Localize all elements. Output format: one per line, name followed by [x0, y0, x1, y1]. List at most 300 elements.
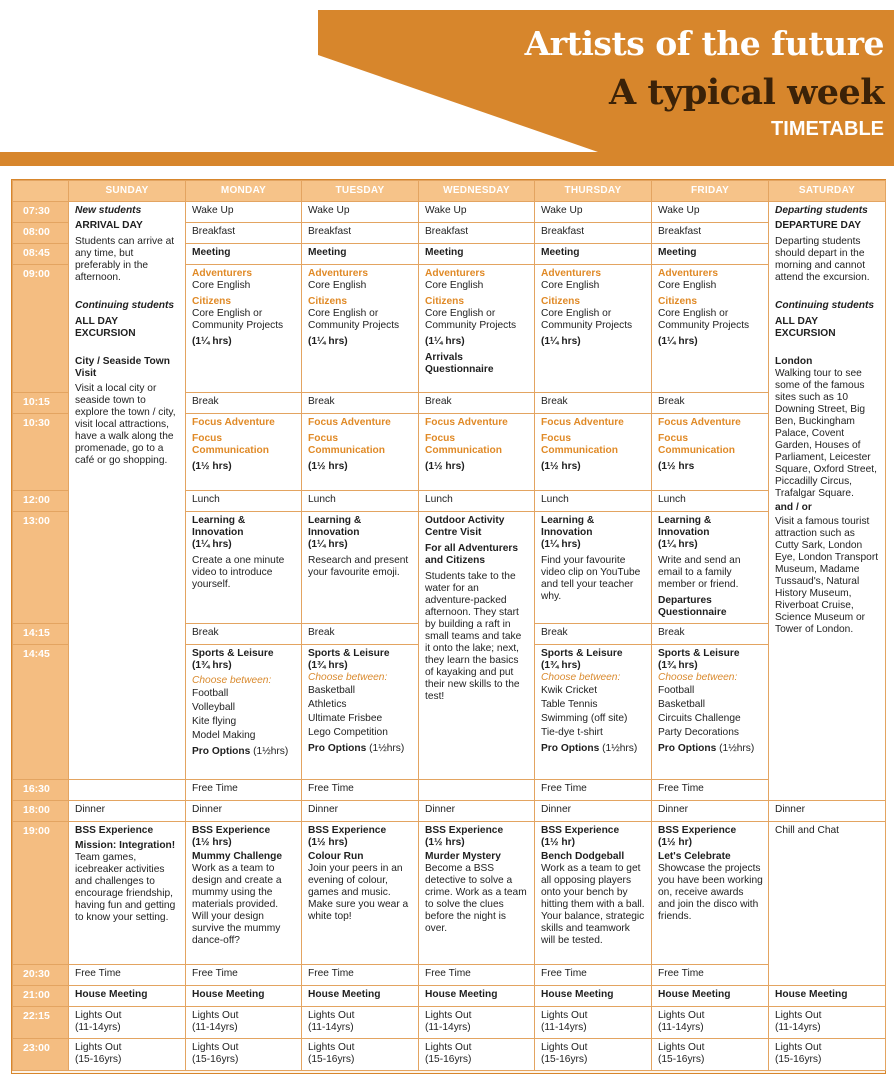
evening-text: Join your peers in an evening of colour, games and music. Make sure you wear a white top! — [308, 863, 409, 922]
list-item: Volleyball — [192, 702, 236, 713]
cell-chill — [769, 822, 886, 986]
duration: (1¼ hrs) — [308, 336, 348, 347]
corner-cell — [13, 181, 69, 202]
cell: Free Time — [69, 965, 186, 986]
time-label: 19:00 — [13, 822, 69, 965]
time-label: 23:00 — [13, 1039, 69, 1071]
age-range: (15-16yrs) — [425, 1054, 472, 1065]
evening-text: Work as a team to design and create a mummy using the materials provided. Will your design survive the mummy dance-off? — [192, 863, 282, 946]
evening-title: Colour Run — [308, 851, 364, 862]
cell — [419, 780, 535, 801]
cell: Free Time — [419, 965, 535, 986]
lesson-label: Core English or Community Projects — [308, 308, 400, 331]
lesson-label: Core English or Community Projects — [658, 308, 750, 331]
cell-morning-lesson — [186, 265, 302, 393]
cell: Break — [535, 624, 652, 645]
sports-title: Sports & Leisure — [658, 648, 740, 659]
departure-day-label: DEPARTURE DAY — [775, 220, 862, 231]
list-item: Basketball — [658, 699, 706, 710]
row-2215 — [13, 1007, 886, 1039]
cell: Free Time — [302, 965, 419, 986]
time-label: 16:30 — [13, 780, 69, 801]
list-item: Football — [192, 688, 229, 699]
duration: (1¼ hrs) — [425, 336, 465, 347]
time-label: 08:00 — [13, 223, 69, 244]
time-label: 10:30 — [13, 414, 69, 491]
pro-options-label: Pro Options — [308, 743, 367, 754]
day-header-row — [13, 181, 886, 202]
pro-options — [541, 743, 646, 755]
day-header: MONDAY — [186, 181, 302, 202]
duration: (1½ hr) — [541, 837, 575, 848]
list-item: Tie-dye t-shirt — [541, 727, 603, 738]
cell: Dinner — [419, 801, 535, 822]
cell: Free Time — [652, 965, 769, 986]
cell — [419, 1039, 535, 1071]
cell — [69, 1007, 186, 1039]
duration: (1½ hrs) — [308, 461, 348, 472]
time-label: 22:15 — [13, 1007, 69, 1039]
lights-out: Lights Out — [192, 1042, 239, 1053]
cell: Free Time — [302, 780, 419, 801]
time-label: 14:15 — [13, 624, 69, 645]
row-1800 — [13, 801, 886, 822]
row-0730 — [13, 202, 886, 223]
cell — [302, 1007, 419, 1039]
duration: (1¾ hrs) — [192, 660, 232, 671]
day-header: TUESDAY — [302, 181, 419, 202]
cell — [535, 244, 652, 265]
cell: Wake Up — [186, 202, 302, 223]
cell-outdoor-visit — [419, 512, 535, 780]
duration: (1½ hrs) — [192, 837, 232, 848]
lesson-label: Core English or Community Projects — [541, 308, 633, 331]
continuing-students-label: Continuing students — [775, 300, 875, 311]
outdoor-title: Outdoor Activity Centre Visit — [425, 515, 505, 538]
lesson-label: Core English or Community Projects — [425, 308, 517, 331]
london-title: London — [775, 356, 813, 367]
duration: (1¼ hrs) — [541, 539, 581, 550]
cell — [535, 1039, 652, 1071]
cell — [652, 244, 769, 265]
cell-sports — [535, 645, 652, 780]
cell-morning-lesson — [419, 265, 535, 393]
row-2030 — [13, 965, 886, 986]
list-item: Athletics — [308, 699, 347, 710]
cell — [186, 244, 302, 265]
evening-text: Work as a team to get all opposing players onto your bench by hitting them with a ball. Your balance, strategic skills and teamwork will be tested. — [541, 863, 645, 946]
lights-out: Lights Out — [308, 1042, 355, 1053]
cell-evening — [652, 822, 769, 965]
age-range: (11-14yrs) — [775, 1022, 821, 1033]
cell-evening — [419, 822, 535, 965]
cell — [769, 1007, 886, 1039]
duration: (1½ hrs) — [425, 461, 465, 472]
cell: Breakfast — [652, 223, 769, 244]
group-label: Adventurers — [192, 268, 253, 279]
row-2100 — [13, 986, 886, 1007]
choose-label: Choose between: — [192, 675, 272, 686]
cell: Free Time — [652, 780, 769, 801]
day-header: SUNDAY — [69, 181, 186, 202]
sports-title: Sports & Leisure — [308, 648, 390, 659]
day-header: SATURDAY — [769, 181, 886, 202]
cell: Wake Up — [535, 202, 652, 223]
cell: Breakfast — [302, 223, 419, 244]
choose-label: Choose between: — [658, 672, 738, 683]
bss-title: BSS Experience — [192, 825, 271, 836]
cell: Dinner — [652, 801, 769, 822]
lights-out: Lights Out — [192, 1010, 239, 1021]
focus-communication: Focus Communication — [192, 433, 269, 456]
group-label: Citizens — [192, 296, 232, 307]
departures-questionnaire: Departures Questionnaire — [658, 595, 727, 618]
lights-out: Lights Out — [658, 1042, 705, 1053]
time-label: 20:30 — [13, 965, 69, 986]
page-subtitle: A typical week — [609, 72, 884, 113]
sports-title: Sports & Leisure — [192, 648, 274, 659]
house-meeting: House Meeting — [541, 989, 614, 1000]
timetable-grid — [12, 180, 886, 1071]
age-range: (11-14yrs) — [75, 1022, 121, 1033]
outdoor-audience: For all Adventurers and Citizens — [425, 543, 519, 566]
arrival-text: Students can arrive at any time, but preferably in the afternoon. — [75, 236, 175, 283]
cell-evening — [302, 822, 419, 965]
list-item: Kite flying — [192, 716, 237, 727]
evening-text: Team games, icebreaker activities and challenges to encourage friendship, having fun and getting to know your setting. — [75, 852, 176, 923]
learning-title: Learning & Innovation — [658, 515, 712, 538]
cell: Free Time — [535, 780, 652, 801]
time-label: 13:00 — [13, 512, 69, 624]
list-item: Model Making — [192, 730, 256, 741]
duration: (1¾ hrs) — [541, 660, 581, 671]
timetable — [11, 179, 886, 1074]
list-item: Swimming (off site) — [541, 713, 628, 724]
cell: Wake Up — [652, 202, 769, 223]
lights-out: Lights Out — [425, 1010, 472, 1021]
attraction-text: Visit a famous tourist attraction such as Cutty Sark, London Eye, London Transport Museum, Madame Tussaud's, Natural History Museum, Riverboat Cruise, Science Museum or Tower of London. — [775, 516, 879, 635]
learning-text: Create a one minute video to introduce yourself. — [192, 555, 285, 590]
lights-out: Lights Out — [541, 1042, 588, 1053]
bss-title: BSS Experience — [541, 825, 620, 836]
age-range: (15-16yrs) — [75, 1054, 122, 1065]
house-meeting: House Meeting — [425, 989, 498, 1000]
sports-list — [541, 684, 646, 740]
group-label: Citizens — [541, 296, 581, 307]
duration: (1½ hrs) — [541, 461, 581, 472]
cell — [769, 986, 886, 1007]
cell — [69, 986, 186, 1007]
arrival-day-label: ARRIVAL DAY — [75, 220, 143, 231]
cell — [419, 1007, 535, 1039]
lights-out: Lights Out — [775, 1042, 822, 1053]
time-label: 14:45 — [13, 645, 69, 780]
and-or-label: and / or — [775, 502, 812, 513]
cell — [69, 1039, 186, 1071]
pro-duration: (1½hrs) — [602, 743, 638, 754]
cell-focus — [652, 414, 769, 491]
row-1900 — [13, 822, 886, 965]
sports-title: Sports & Leisure — [541, 648, 623, 659]
duration: (1¼ hrs) — [192, 539, 232, 550]
group-label: Citizens — [308, 296, 348, 307]
house-meeting: House Meeting — [75, 989, 148, 1000]
pro-options-label: Pro Options — [192, 746, 251, 757]
cell — [535, 986, 652, 1007]
cell-sports — [302, 645, 419, 780]
focus-communication: Focus Communication — [541, 433, 618, 456]
time-label: 09:00 — [13, 265, 69, 393]
pro-duration: (1½hrs) — [253, 746, 289, 757]
pro-options — [308, 743, 413, 755]
cell-learning — [652, 512, 769, 624]
cell-morning-lesson — [302, 265, 419, 393]
bss-title: BSS Experience — [75, 825, 154, 836]
cell: Free Time — [535, 965, 652, 986]
sports-list — [192, 687, 296, 743]
duration: (1½ hrs) — [308, 837, 348, 848]
cell: Break — [652, 624, 769, 645]
cell: Lunch — [419, 491, 535, 512]
day-header: FRIDAY — [652, 181, 769, 202]
lights-out: Lights Out — [308, 1010, 355, 1021]
lights-out: Lights Out — [658, 1010, 705, 1021]
group-label: Adventurers — [541, 268, 602, 279]
cell: Dinner — [302, 801, 419, 822]
cell — [652, 1007, 769, 1039]
list-item: Party Decorations — [658, 727, 739, 738]
cell-morning-lesson — [535, 265, 652, 393]
cell-evening — [69, 822, 186, 965]
cell: Break — [186, 624, 302, 645]
evening-title: Bench Dodgeball — [541, 851, 625, 862]
age-range: (15-16yrs) — [775, 1054, 822, 1065]
outdoor-text: Students take to the water for an adventure-packed afternoon. They start by building a raft in small teams and take it onto the lake; next, they learn the basics of kayaking and put their new skills to the test! — [425, 571, 522, 702]
focus-adventure: Focus Adventure — [308, 417, 391, 428]
duration: (1¾ hrs) — [658, 660, 698, 671]
list-item: Football — [658, 685, 695, 696]
visit-text: Visit a local city or seaside town to explore the town / city, visit local attractions, have a walk along the promenade, go to a café or go shopping. — [75, 383, 176, 466]
duration: (1½ hr) — [658, 837, 692, 848]
evening-title: Mummy Challenge — [192, 851, 283, 862]
cell: Wake Up — [419, 202, 535, 223]
sunday-day-cell — [69, 202, 186, 780]
focus-communication: Focus Communication — [658, 433, 735, 456]
day-header: WEDNESDAY — [419, 181, 535, 202]
age-range: (15-16yrs) — [658, 1054, 705, 1065]
time-label: 08:45 — [13, 244, 69, 265]
pro-options-label: Pro Options — [658, 743, 717, 754]
focus-communication: Focus Communication — [308, 433, 385, 456]
evening-title: Let's Celebrate — [658, 851, 731, 862]
list-item: Kwik Cricket — [541, 685, 598, 696]
focus-communication: Focus Communication — [425, 433, 502, 456]
sports-list — [658, 684, 763, 740]
cell: Lunch — [652, 491, 769, 512]
group-label: Adventurers — [308, 268, 369, 279]
cell-learning — [186, 512, 302, 624]
age-range: (11-14yrs) — [658, 1022, 704, 1033]
cell-sports — [186, 645, 302, 780]
learning-title: Learning & Innovation — [192, 515, 246, 538]
group-label: Adventurers — [658, 268, 719, 279]
list-item: Table Tennis — [541, 699, 598, 710]
time-label: 18:00 — [13, 801, 69, 822]
learning-text: Write and send an email to a family member or friend. — [658, 555, 741, 590]
list-item: Ultimate Frisbee — [308, 713, 383, 724]
cell: Dinner — [535, 801, 652, 822]
house-meeting: House Meeting — [658, 989, 731, 1000]
excursion-label: ALL DAY EXCURSION — [75, 316, 136, 339]
group-label: Citizens — [658, 296, 698, 307]
focus-adventure: Focus Adventure — [658, 417, 741, 428]
london-text: Walking tour to see some of the famous sites such as 10 Downing Street, Big Ben, Buckingham Palace, Covent Garden, Houses of Parliament, Leicester Square, Oxford Street, Piccadilly Circus, Trafalgar Square. — [775, 368, 877, 499]
learning-title: Learning & Innovation — [308, 515, 362, 538]
cell: Break — [302, 624, 419, 645]
new-students-label: New students — [75, 205, 142, 216]
pro-duration: (1½hrs) — [369, 743, 405, 754]
duration: (1¼ hrs) — [192, 336, 232, 347]
sunday-empty-cell — [69, 780, 186, 801]
meeting-label: Meeting — [541, 247, 580, 258]
cell — [535, 1007, 652, 1039]
house-meeting: House Meeting — [308, 989, 381, 1000]
list-item: Lego Competition — [308, 727, 388, 738]
lesson-label: Core English — [192, 280, 251, 291]
arrivals-questionnaire: Arrivals Questionnaire — [425, 352, 494, 375]
lights-out: Lights Out — [75, 1010, 122, 1021]
learning-text: Research and present your favourite emoji. — [308, 555, 409, 578]
lights-out: Lights Out — [425, 1042, 472, 1053]
chill-and-chat: Chill and Chat — [775, 825, 839, 836]
row-2300 — [13, 1039, 886, 1071]
duration: (1¾ hrs) — [308, 660, 348, 671]
time-label: 12:00 — [13, 491, 69, 512]
departing-students-label: Departing students — [775, 205, 868, 216]
cell — [186, 1039, 302, 1071]
lesson-label: Core English — [308, 280, 367, 291]
cell-focus — [419, 414, 535, 491]
evening-text: Become a BSS detective to solve a crime. Work as a team to solve the clues before the night is over. — [425, 863, 527, 934]
time-label: 10:15 — [13, 393, 69, 414]
cell: Break — [535, 393, 652, 414]
lesson-label: Core English or Community Projects — [192, 308, 284, 331]
cell — [186, 986, 302, 1007]
house-meeting: House Meeting — [192, 989, 265, 1000]
focus-adventure: Focus Adventure — [425, 417, 508, 428]
cell: Break — [652, 393, 769, 414]
house-meeting: House Meeting — [775, 989, 848, 1000]
evening-text: Showcase the projects you have been working on, receive awards and join the disco with friends. — [658, 863, 763, 922]
age-range: (11-14yrs) — [192, 1022, 238, 1033]
choose-label: Choose between: — [308, 672, 388, 683]
pro-options-label: Pro Options — [541, 743, 600, 754]
page-title: Artists of the future — [524, 24, 884, 63]
age-range: (15-16yrs) — [192, 1054, 239, 1065]
excursion-label: ALL DAY EXCURSION — [775, 316, 836, 339]
lights-out: Lights Out — [75, 1042, 122, 1053]
cell — [419, 986, 535, 1007]
lesson-label: Core English — [658, 280, 717, 291]
cell: Lunch — [535, 491, 652, 512]
pro-options — [192, 746, 296, 758]
cell-learning — [535, 512, 652, 624]
cell-learning — [302, 512, 419, 624]
cell: Break — [186, 393, 302, 414]
cell — [769, 1039, 886, 1071]
cell: Lunch — [302, 491, 419, 512]
learning-text: Find your favourite video clip on YouTube and tell your teacher why. — [541, 555, 641, 602]
duration: (1¼ hrs) — [658, 336, 698, 347]
learning-title: Learning & Innovation — [541, 515, 595, 538]
duration: (1¼ hrs) — [658, 539, 698, 550]
bss-title: BSS Experience — [425, 825, 504, 836]
cell: Breakfast — [419, 223, 535, 244]
group-label: Adventurers — [425, 268, 486, 279]
list-item: Basketball — [308, 685, 356, 696]
cell-morning-lesson — [652, 265, 769, 393]
cell: Wake Up — [302, 202, 419, 223]
duration: (1½ hrs — [658, 461, 695, 472]
lesson-label: Core English — [425, 280, 484, 291]
meeting-label: Meeting — [658, 247, 697, 258]
meeting-label: Meeting — [425, 247, 464, 258]
sports-list — [308, 684, 413, 740]
age-range: (11-14yrs) — [308, 1022, 354, 1033]
cell — [302, 1039, 419, 1071]
list-item: Circuits Challenge — [658, 713, 741, 724]
cell: Dinner — [186, 801, 302, 822]
meeting-label: Meeting — [308, 247, 347, 258]
cell: Lunch — [186, 491, 302, 512]
duration: (1¼ hrs) — [541, 336, 581, 347]
focus-adventure: Focus Adventure — [541, 417, 624, 428]
cell: Free Time — [186, 780, 302, 801]
bss-title: BSS Experience — [308, 825, 387, 836]
time-label: 07:30 — [13, 202, 69, 223]
pro-duration: (1½hrs) — [719, 743, 755, 754]
cell: Free Time — [186, 965, 302, 986]
cell — [652, 986, 769, 1007]
lesson-label: Core English — [541, 280, 600, 291]
cell-sports — [652, 645, 769, 780]
duration: (1½ hrs) — [425, 837, 465, 848]
cell: Break — [419, 393, 535, 414]
age-range: (11-14yrs) — [541, 1022, 587, 1033]
saturday-day-cell — [769, 202, 886, 801]
day-header: THURSDAY — [535, 181, 652, 202]
cell-evening — [186, 822, 302, 965]
group-label: Citizens — [425, 296, 465, 307]
pro-options — [658, 743, 763, 755]
cell — [419, 244, 535, 265]
meeting-label: Meeting — [192, 247, 231, 258]
continuing-students-label: Continuing students — [75, 300, 175, 311]
cell: Breakfast — [186, 223, 302, 244]
lights-out: Lights Out — [541, 1010, 588, 1021]
cell-focus — [535, 414, 652, 491]
cell: Breakfast — [535, 223, 652, 244]
age-range: (15-16yrs) — [541, 1054, 588, 1065]
departure-text: Departing students should depart in the morning and cannot attend the excursion. — [775, 236, 870, 283]
cell-focus — [302, 414, 419, 491]
bss-title: BSS Experience — [658, 825, 737, 836]
focus-adventure: Focus Adventure — [192, 417, 275, 428]
cell — [186, 1007, 302, 1039]
lights-out: Lights Out — [775, 1010, 822, 1021]
cell: Dinner — [769, 801, 886, 822]
evening-title: Murder Mystery — [425, 851, 501, 862]
